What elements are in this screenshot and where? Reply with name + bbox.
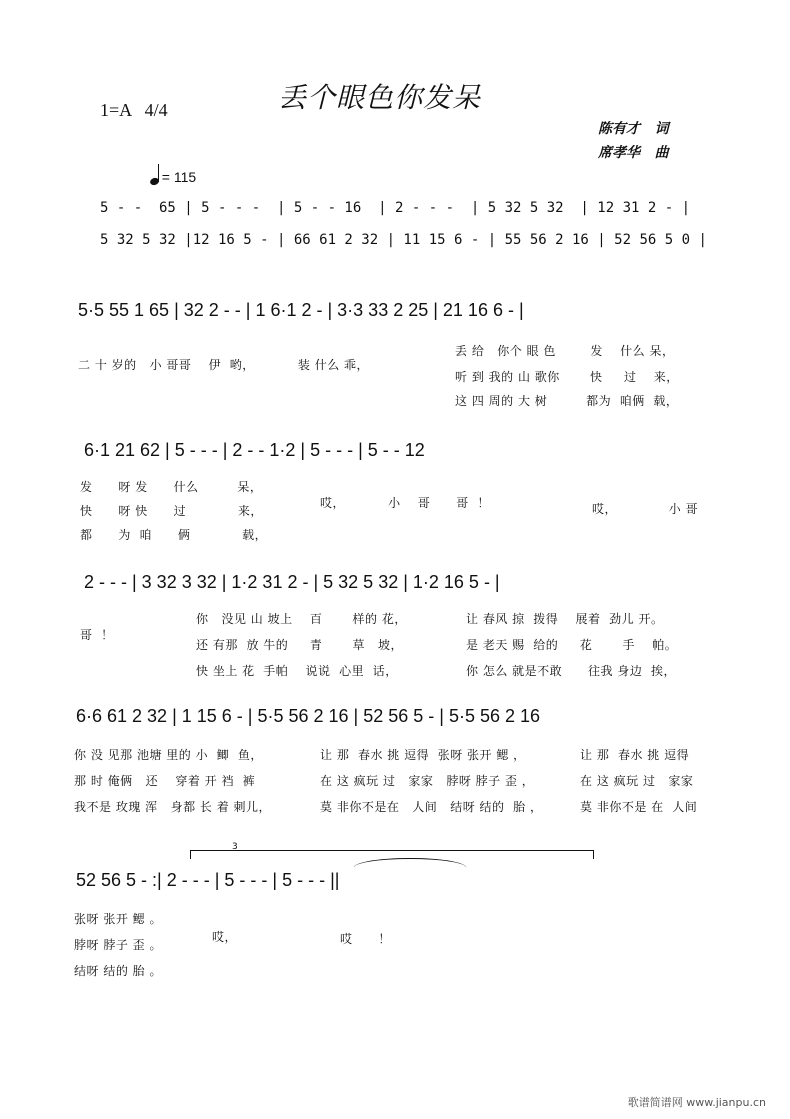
lyric-line-5b: 你 没见 山 坡上 百 样的 花，: [196, 612, 407, 626]
lyric-line-4a: 发 呀 发 什么 呆，: [80, 480, 263, 494]
score-line-5: 2 - - - | 3 32 3 32 | 1·2 31 2 - | 5 32 5 32 | 1·2 16 5 - |: [84, 572, 500, 592]
lyric-line-5e: 让 春风 掠 拨得 展着 劲儿 开。: [466, 612, 664, 626]
tempo-value: = 115: [161, 169, 197, 185]
score-line-7: 52 56 5 - :| 2 - - - | 5 - - - | 5 - - - ||: [76, 870, 340, 890]
lyric-line-6i: 莫 非你不是 在 人间: [580, 800, 698, 814]
lyric-line-7a: 张呀 张开 鳃 。: [74, 912, 162, 926]
key-signature: 1=A 4/4: [100, 100, 168, 120]
lyric-line-5f: 是 老天 赐 给的 花 手 帕。: [466, 638, 678, 652]
lyric-line-5a: 哥 ！: [80, 628, 114, 642]
lyric-line-4d: 哎， 小 哥 哥 ！: [320, 496, 490, 510]
lyric-line-5d: 快 坐上 花 手帕 说说 心里 话，: [196, 664, 398, 678]
volta-number: 3: [232, 842, 238, 852]
lyric-line-6b: 那 时 俺俩 还 穿着 开 裆 裤: [74, 774, 256, 788]
lyric-line-3c: 听 到 我的 山 歌你 快 过 来，: [455, 370, 679, 384]
lyric-line-4c: 都 为 咱 俩 载，: [80, 528, 268, 542]
lyric-line-7c: 结呀 结的 胎 。: [74, 964, 162, 978]
score-line-3: 5·5 55 1 65 | 32 2 - - | 1 6·1 2 - | 3·3 33 2 25 | 21 16 6 - |: [78, 300, 524, 320]
lyric-line-3b: 丢 给 你个 眼 色 发 什么 呆，: [455, 344, 675, 358]
lyric-line-7e: 哎 ！: [340, 932, 391, 946]
lyric-line-5c: 还 有那 放 牛的 青 草 坡，: [196, 638, 403, 652]
lyric-line-6c: 我不是 玫瑰 浑 身都 长 着 刺儿，: [74, 800, 272, 814]
lyricist-credit: 陈有才 词: [598, 121, 669, 137]
lyric-line-6h: 在 这 疯玩 过 家家: [580, 774, 694, 788]
tie-arc: [354, 858, 466, 877]
score-line-2: 5 32 5 32 |12 16 5 - | 66 61 2 32 | 11 15 6 - | 55 56 2 16 | 52 56 5 0 |: [100, 232, 707, 248]
lyric-line-3a: 二 十 岁的 小 哥哥 伊 哟， 装 什么 乖，: [78, 358, 370, 372]
song-title: 丢个眼色你发呆: [278, 81, 482, 114]
lyric-line-6g: 让 那 春水 挑 逗得: [580, 748, 690, 762]
score-line-1: 5 - - 65 | 5 - - - | 5 - - 16 | 2 - - - | 5 32 5 32 | 12 31 2 - |: [100, 200, 691, 216]
tempo-marking: [142, 148, 196, 186]
lyric-line-6d: 让 那 春水 挑 逗得 张呀 张开 鳃 ，: [320, 748, 526, 762]
lyric-line-4b: 快 呀 快 过 来，: [80, 504, 263, 518]
score-line-6: 6·6 61 2 32 | 1 15 6 - | 5·5 56 2 16 | 52 56 5 - | 5·5 56 2 16: [76, 706, 541, 726]
lyric-line-5g: 你 怎么 就是不敢 往我 身边 挨，: [466, 664, 676, 678]
lyric-line-6a: 你 没 见那 池塘 里的 小 鲫 鱼，: [74, 748, 263, 762]
lyric-line-4e: 哎， 小 哥: [592, 502, 699, 516]
composer-credit: 席孝华 曲: [598, 145, 669, 161]
site-watermark: 歌谱简谱网 www.jianpu.cn: [627, 1096, 766, 1109]
lyric-line-6f: 莫 非你不是在 人间 结呀 结的 胎 ，: [320, 800, 543, 814]
lyric-line-6e: 在 这 疯玩 过 家家 脖呀 脖子 歪 ，: [320, 774, 535, 788]
score-line-4: 6·1 21 62 | 5 - - - | 2 - - 1·2 | 5 - - - | 5 - - 12: [84, 440, 425, 460]
quarter-note-icon: [150, 164, 162, 186]
lyric-line-3d: 这 四 周的 大 树 都为 咱俩 载，: [455, 394, 679, 408]
lyric-line-7b: 脖呀 脖子 歪 。: [74, 938, 162, 952]
lyric-line-7d: 哎，: [212, 930, 238, 944]
